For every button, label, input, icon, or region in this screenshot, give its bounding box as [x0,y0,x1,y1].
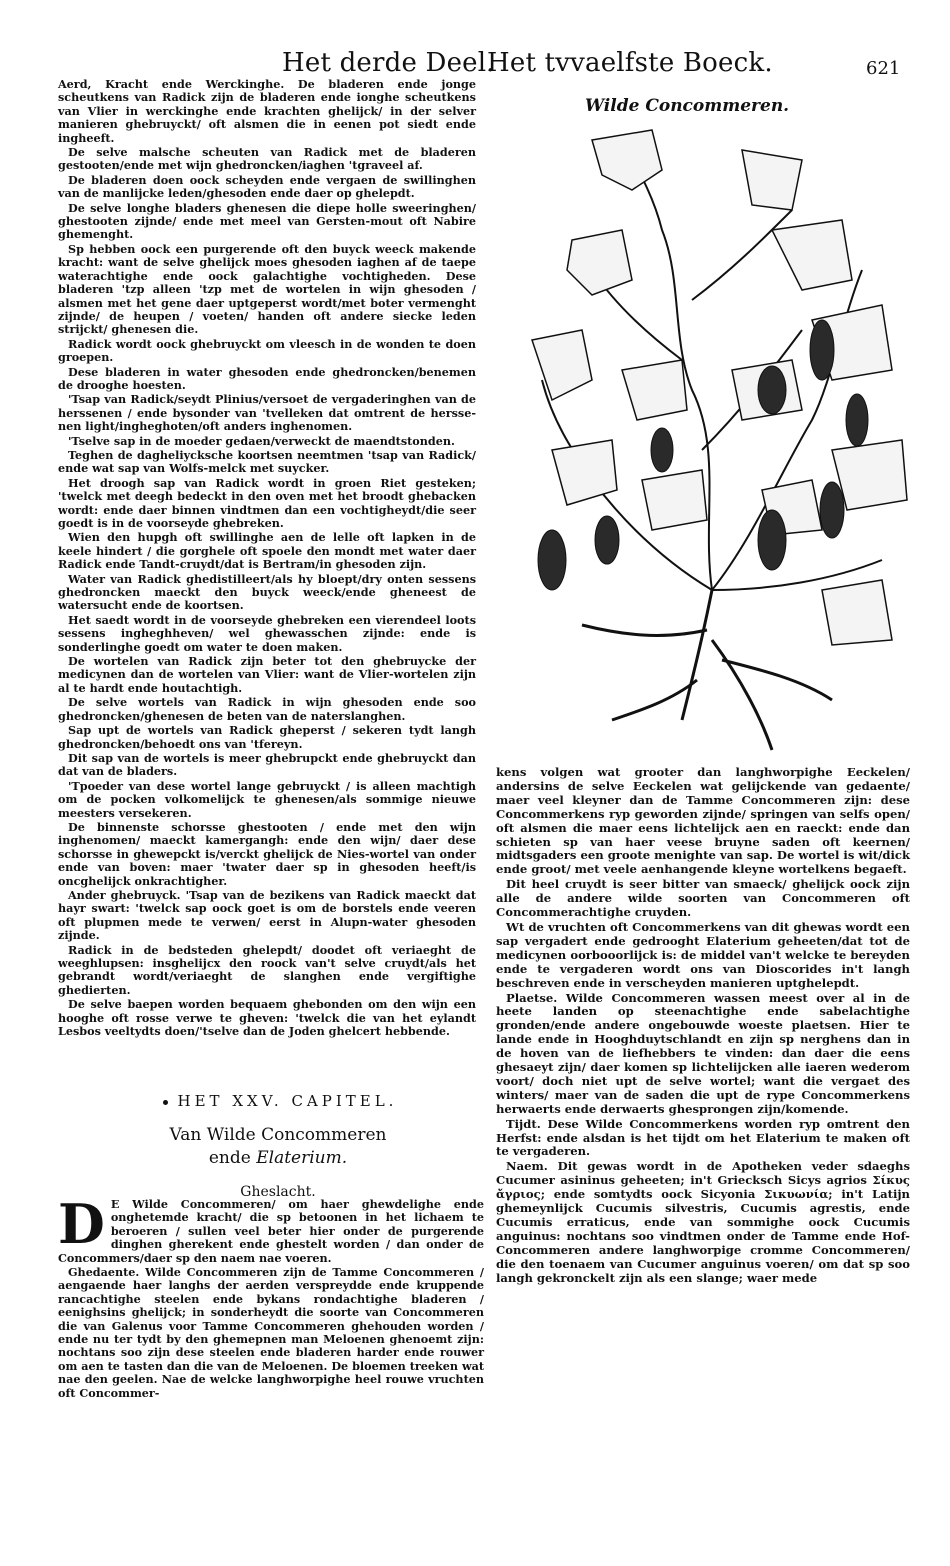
paragraph: kens volgen wat grooter dan langhworpighe Eeckelen/ andersins de selve Eeckelen wat gelijckende van gedaente/ maer veel kleyner dan de Tamme Concommeren zijn: dese Concommerkens ryp geworden zijnde/ springen van selfs open/ oft alsmen die maer eens lichtelijck aen en raeckt: ende dan schieten sp van haer veese bruyne saden oft keernen/ midtsgaders een groote menighte van sap. De wortel is wit/dick ende groot/ met veele aenhangende kleyne wortelkens begaeft. [496,765,910,877]
paragraph: Aerd, Kracht ende Werckinghe. De bladeren ende jonge scheutkens van Radick zijn de bladeren ende ionghe scheutkens van Vlier in werckinghe ende krachten ghelijck/ in der selver manieren ghebruyckt/ oft alsmen die in eenen pot siedt ende ingheeft. [58,77,476,145]
chapter-number: HET XXV. CAPITEL. [177,1092,398,1110]
paragraph: Wien den hupgh oft swillinghe aen de lelle oft lapken in de keele hindert / die gorghele oft spoele den mondt met water daer Radick ende Tandt-cruydt/dat is Bertram/in ghesoden zijn. [58,530,476,572]
paragraph: Naem. Dit gewas wordt in de Apotheken veder sdaeghs Cucumer asininus geheeten; in't Griecksch Sicys agrios Σίκυς ἄγριος; ende somtydts oock Sicyonia Σικυωνία; in't Latijn ghemeynlijck Cucumis silvestris, Cucumis agrestis, ende Cucumis erraticus, ende van sommighe oock Cucumis anguinus: nochtans soo vindtmen onder de Tamme ende Hof-Concommeren andere langhworpige cromme Concommeren/ die den toenaem van Cucumer anguinus voeren/ om dat sp soo langh gekronckelt zijn als een slange; waer mede [496,1159,910,1285]
paragraph: Sp hebben oock een purgerende oft den buyck weeck makende kracht: want de selve ghelijck moes ghesoden iaghen af de taepe waterachtighe ende oock galachtighe vochtigheden. Dese bladeren 'tzp alleen 'tzp met de wortelen in wijn ghesoden / alsmen met het gene daer uptgeperst wordt/met boter vermenght zijnde/ de heupen / voeten/ handen oft andere siecke leden strijckt/ ghenesen die. [58,241,476,337]
paragraph: Radick wordt oock ghebruyckt om vleesch in de wonden te doen groepen. [58,336,476,365]
paragraph: De selve longhe bladers ghenesen die diepe holle sweeringhen/ ghestooten zijnde/ ende met meel van Gersten-mout oft Nabire ghemenght. [58,200,476,242]
page-number: 621 [866,58,901,79]
chapter-title-italic: Elaterium. [256,1148,348,1168]
paragraph: De bladeren doen oock scheyden ende vergaen de swillinghen van de manlijcke leden/ghesoden ende daer op ghelepdt. [58,172,476,201]
paragraph: 'Tpoeder van dese wortel lange gebruyckt / is alleen machtigh om de pocken volkomelijck te ghenesen/als sommige nieuwe meesters versekeren. [58,778,476,820]
section-title: Gheslacht. [240,1184,316,1200]
paragraph: Sap upt de wortels van Radick gheperst / sekeren tydt langh ghedroncken/behoedt ons van 'tfereyn. [58,723,476,751]
figure-title: Wilde Concommeren. [585,96,790,116]
running-header-book: Het tvvaelfste Boeck. [487,48,773,78]
plant-woodcut-illustration [512,120,924,760]
chapter-title-prefix: ende [208,1148,257,1168]
paragraph: Dit heel cruydt is seer bitter van smaeck/ ghelijck oock zijn alle de andere wilde soorten van Concommeren oft Concommerachtighe cruyden. [496,877,910,920]
paragraph: Dit sap van de wortels is meer ghebrupckt ende ghebruyckt dan dat van de bladers. [58,750,476,779]
paragraph: Ander ghebruyck. 'Tsap van de bezikens van Radick maeckt dat hayr swart: 'twelck sap oock goet is om de borstels ende veeren oft plupmen mede te verwen/ eerst in Alupn-water ghesoden zijnde. [58,887,476,943]
paragraph: 'Tselve sap in de moeder gedaen/verweckt de maendtstonden. [68,433,455,448]
paragraph: Wt de vruchten oft Concommerkens van dit ghewas wordt een sap vergadert ende gedrooght Elaterium geheeten/dat tot de medicynen oorbooorlijck is: de middel van't welcke te bereyden ende te vergaderen wordt ons van Dioscorides in't langh beschreven ende in verscheyden manieren uptghelepdt. [496,919,910,990]
paragraph: Plaetse. Wilde Concommeren wassen meest over al in de heete landen op steenachtighe ende sabelachtighe gronden/ende andere ongebouwde woeste plaetsen. Hier te lande ende in Hooghduytschlandt en zijn sp nerghens dan in de hoven van de liefhebbers te vinden: dan daer die eens ghesaeyt zijn/ daer komen sp lichtelijcken alle iaeren wederom voort/ doch niet upt de selve wortel; want die vergaet des winters/ maer van de saden die upt de rype Concommerkens herwaerts ende derwaerts ghesprongen zijn/komende. [496,990,910,1116]
paragraph: Tijdt. Dese Wilde Concommerkens worden ryp omtrent den Herfst: ende alsdan is het tijdt om het Elaterium te maken oft te vergaderen. [496,1116,910,1159]
paragraph: De selve malsche scheuten van Radick met de bladeren gestooten/ende met wijn ghedroncken/iaghen 'tgraveel af. [58,145,476,173]
paragraph: Water van Radick ghedistilleert/als hy bloept/dry onten sessens ghedroncken maeckt den buyck weeck/ende gheneest de watersucht ende de koortsen. [58,571,476,613]
right-text-column [496,766,910,1287]
chapter-title-line-2 [58,1148,498,1168]
paragraph: De selve wortels van Radick in wijn ghesoden ende soo ghedroncken/ghenesen de beten van de naterslanghen. [58,695,476,723]
paragraph: De selve baepen worden bequaem ghebonden om den wijn een hooghe oft rosse verwe te gheven: 'twelck die van het eylandt Lesbos veeltydts doen/'tselve dan de Joden ghelcert hebbende. [58,997,476,1039]
paragraph: Het droogh sap van Radick wordt in groen Riet gesteken; 'twelck met deegh bedeckt in den oven met het broodt ghebacken wordt: ende daer binnen vindtmen dan een vochtigheydt/die seer goedt is in de voorseyde ghebreken. [58,475,476,530]
paragraph: Teghen de dagheliycksche koortsen neemtmen 'tsap van Radick/ ende wat sap van Wolfs-melck met suycker. [58,447,476,476]
paragraph: Ghedaente. Wilde Concommeren zijn de Tamme Concommeren / aengaende haer langhs der aerden verspreydde ende kruppende rancachtighe steelen ende bykans rondachtighe bladeren / eenighsins ghelijck; in sonderheydt die soorte van Concommeren die van Galenus voor Tamme Concommeren ghehouden worden / ende nu ter tydt by den ghemepnen man Meloenen ghenoemt zijn: nochtans soo zijn dese steelen ende bladeren harder ende rouwer om aen te tasten dan die van de Meloenen. De bloemen treeken wat nae den geelen. Nae de welcke langhworpighe heel rouwe vruchten oft Concommer- [58,1265,484,1400]
drop-cap: D [58,1192,105,1256]
paragraph: Het saedt wordt in de voorseyde ghebreken een vierendeel loots sessens ingheghheven/ wel ghewasschen zijnde: ende is sonderlinghe goedt om water te doen maken. [58,612,476,654]
paragraph: De wortelen van Radick zijn beter tot den ghebruycke der medicynen dan de wortelen van Vlier: want de Vlier-wortelen zijn al te hardt ende houtachtigh. [58,654,476,695]
chapter-title-line-1: Van Wilde Concommeren [169,1125,387,1145]
paragraph: Radick in de bedsteden ghelepdt/ doodet oft veriaeght de weeghlupsen: insghelijcx den roock van't selve cruydt/als het gebrandt wordt/veriaeght de slanghen ende vergiftighe ghedierten. [58,942,476,997]
chapter-heading [100,1092,460,1110]
paragraph: 'Tsap van Radick/seydt Plinius/versoet de vergaderinghen van de herssenen / ende bysonder van 'tvelleken dat omtrent de hersse-nen light/ingheghoten/oft anders inghenomen. [58,392,476,434]
running-header-part: Het derde Deel. [282,48,495,78]
paragraph: Dese bladeren in water ghesoden ende ghedroncken/benemen de drooghe hoesten. [58,364,476,392]
paragraph: De binnenste schorsse ghestooten / ende met den wijn inghenomen/ maeckt kamergangh: ende den wijn/ daer dese schorsse in ghewepckt is/verckt ghelijck de Nies-wortel van onder ende van boven: maer 'twater daer sp in ghesoden heeft/is oncghelijck onkrachtigher. [58,819,476,888]
bullet-ornament [163,1100,168,1105]
left-text-column [58,78,476,1039]
opening-text: E Wilde Concommeren/ om haer ghewdelighe ende onghetemde kracht/ die sp betoonen in het lichaem te beroeren / sullen veel beter hier onder de purgerende dinghen gherekent ende ghestelt worden / dan onder de Concommers/daer sp den naem nae voeren. [58,1197,484,1265]
